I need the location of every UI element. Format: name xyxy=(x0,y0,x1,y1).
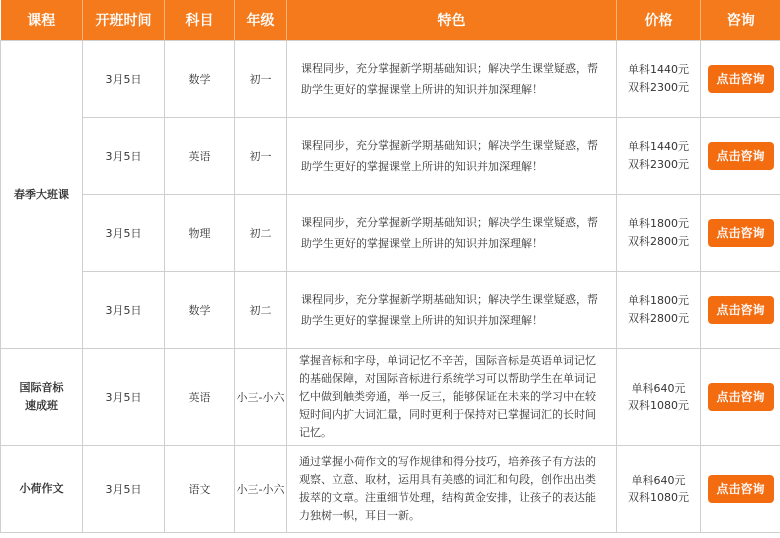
feature-line: 力独树一帜，耳目一新。 xyxy=(299,509,420,522)
grade: 初二 xyxy=(235,195,287,272)
consult-cell xyxy=(701,272,780,349)
price-single: 单科640元 xyxy=(631,474,686,487)
course-phonetics-class xyxy=(1,349,83,446)
feature-text xyxy=(287,272,617,349)
start-date: 3月5日 xyxy=(83,195,165,272)
start-date: 3月5日 xyxy=(83,41,165,118)
feature-text xyxy=(287,349,617,446)
feature-line: 忆中做到触类旁通，举一反三，能够保证在未来的学习中在较 xyxy=(299,390,596,403)
table-row xyxy=(1,272,780,349)
feature-line: 助学生更好的掌握课堂上所讲的知识并加深理解！ xyxy=(301,314,543,327)
subject: 数学 xyxy=(165,41,235,118)
feature-line: 的基础保障，对国际音标进行系统学习可以帮助学生在单词记 xyxy=(299,372,596,385)
subject: 英语 xyxy=(165,118,235,195)
consult-cell xyxy=(701,446,780,533)
feature-line: 通过掌握小荷作文的写作规律和得分技巧，培养孩子有方法的 xyxy=(299,455,596,468)
price-double: 双科2800元 xyxy=(628,235,689,248)
feature-text xyxy=(287,118,617,195)
feature-line: 课程同步，充分掌握新学期基础知识；解决学生课堂疑惑，帮 xyxy=(301,216,598,229)
price-cell xyxy=(617,195,701,272)
header-price: 价格 xyxy=(617,0,701,41)
feature-line: 拔萃的文章。注重细节处理，结构黄金安排，让孩子的表达能 xyxy=(299,491,596,504)
table-row xyxy=(1,195,780,272)
grade: 初一 xyxy=(235,41,287,118)
table-row xyxy=(1,446,780,533)
table-row xyxy=(1,118,780,195)
price-single: 单科1440元 xyxy=(628,140,689,153)
consult-cell xyxy=(701,41,780,118)
feature-line: 掌握音标和字母，单词记忆不辛苦，国际音标是英语单词记忆 xyxy=(299,354,596,367)
consult-button[interactable]: 点击咨询 xyxy=(708,219,774,247)
feature-text xyxy=(287,446,617,533)
consult-cell xyxy=(701,118,780,195)
grade: 初一 xyxy=(235,118,287,195)
start-date: 3月5日 xyxy=(83,349,165,446)
table-header-row xyxy=(1,0,780,41)
header-start-time: 开班时间 xyxy=(83,0,165,41)
table-row xyxy=(1,41,780,118)
price-double: 双科1080元 xyxy=(628,399,689,412)
consult-cell xyxy=(701,195,780,272)
consult-button[interactable]: 点击咨询 xyxy=(708,475,774,503)
price-single: 单科1440元 xyxy=(628,63,689,76)
course-name-line: 速成班 xyxy=(25,399,58,412)
price-cell xyxy=(617,118,701,195)
feature-line: 课程同步，充分掌握新学期基础知识；解决学生课堂疑惑，帮 xyxy=(301,139,598,152)
feature-line: 课程同步，充分掌握新学期基础知识；解决学生课堂疑惑，帮 xyxy=(301,62,598,75)
grade: 小三-小六 xyxy=(235,349,287,446)
course-spring-class: 春季大班课 xyxy=(1,41,83,349)
header-grade: 年级 xyxy=(235,0,287,41)
start-date: 3月5日 xyxy=(83,446,165,533)
grade: 初二 xyxy=(235,272,287,349)
start-date: 3月5日 xyxy=(83,272,165,349)
subject: 语文 xyxy=(165,446,235,533)
header-consult: 咨询 xyxy=(701,0,780,41)
header-course: 课程 xyxy=(1,0,83,41)
table-row xyxy=(1,349,780,446)
header-feature: 特色 xyxy=(287,0,617,41)
price-cell xyxy=(617,446,701,533)
consult-cell xyxy=(701,349,780,446)
feature-line: 助学生更好的掌握课堂上所讲的知识并加深理解！ xyxy=(301,83,543,96)
price-cell xyxy=(617,272,701,349)
price-double: 双科2800元 xyxy=(628,312,689,325)
course-name-line: 国际音标 xyxy=(19,381,64,394)
subject: 数学 xyxy=(165,272,235,349)
subject: 物理 xyxy=(165,195,235,272)
feature-text xyxy=(287,41,617,118)
feature-line: 助学生更好的掌握课堂上所讲的知识并加深理解！ xyxy=(301,237,543,250)
feature-line: 短时间内扩大词汇量，同时更利于保持对已掌握词汇的长时间 xyxy=(299,408,596,421)
price-single: 单科1800元 xyxy=(628,294,689,307)
price-double: 双科1080元 xyxy=(628,491,689,504)
consult-button[interactable]: 点击咨询 xyxy=(708,383,774,411)
feature-line: 助学生更好的掌握课堂上所讲的知识并加深理解！ xyxy=(301,160,543,173)
header-subject: 科目 xyxy=(165,0,235,41)
feature-line: 课程同步，充分掌握新学期基础知识；解决学生课堂疑惑，帮 xyxy=(301,293,598,306)
price-single: 单科1800元 xyxy=(628,217,689,230)
price-cell xyxy=(617,41,701,118)
consult-button[interactable]: 点击咨询 xyxy=(708,296,774,324)
course-xiaohe-writing: 小荷作文 xyxy=(1,446,83,533)
consult-button[interactable]: 点击咨询 xyxy=(708,65,774,93)
price-cell xyxy=(617,349,701,446)
price-single: 单科640元 xyxy=(631,382,686,395)
start-date: 3月5日 xyxy=(83,118,165,195)
price-double: 双科2300元 xyxy=(628,81,689,94)
subject: 英语 xyxy=(165,349,235,446)
price-double: 双科2300元 xyxy=(628,158,689,171)
feature-line: 观察、立意、取材，运用具有美感的词汇和句段，创作出出类 xyxy=(299,473,596,486)
feature-text xyxy=(287,195,617,272)
grade: 小三-小六 xyxy=(235,446,287,533)
feature-line: 记忆。 xyxy=(299,426,332,439)
consult-button[interactable]: 点击咨询 xyxy=(708,142,774,170)
